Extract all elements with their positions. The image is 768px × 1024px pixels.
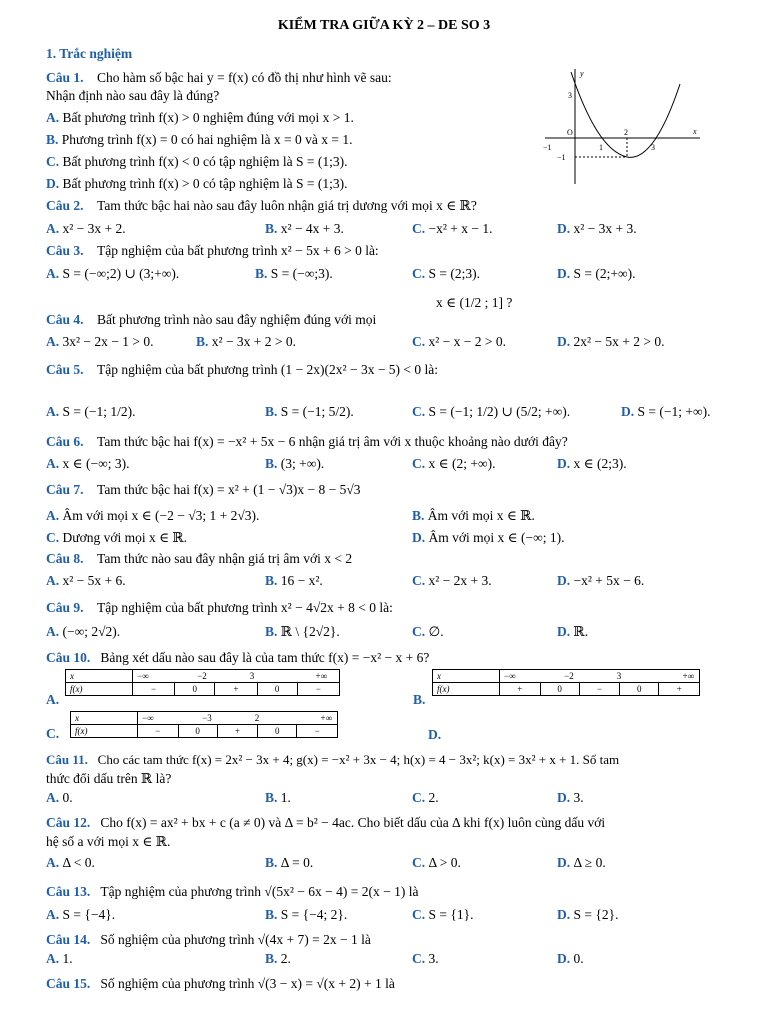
- graph-tick-x1: 1: [599, 143, 603, 152]
- q11-option-d[interactable]: D. 3.: [557, 790, 584, 805]
- sign-row-f: f(x) − 0 + 0 −: [66, 683, 340, 696]
- q9-option-c[interactable]: C. ∅.: [412, 624, 444, 639]
- q1-stem-2: Nhận định nào sau đây là đúng?: [46, 88, 220, 103]
- q1-option-a[interactable]: A. Bất phương trình f(x) > 0 nghiệm đúng với mọi x > 1.: [46, 110, 354, 125]
- q10-option-b[interactable]: B.: [413, 692, 426, 707]
- q10-stem: Câu 10. Bảng xét dấu nào sau đây là của tam thức f(x) = −x² − x + 6?: [46, 650, 430, 665]
- q4-option-d[interactable]: D. 2x² − 5x + 2 > 0.: [557, 334, 665, 349]
- q1-text: Cho hàm số bậc hai y = f(x) có đồ thị như hình vẽ sau:: [97, 70, 392, 85]
- q13-option-a[interactable]: A. S = {−4}.: [46, 907, 116, 922]
- q12-option-a[interactable]: A. Δ < 0.: [46, 855, 95, 870]
- q2-option-b[interactable]: B. x² − 4x + 3.: [265, 221, 344, 236]
- parabola-graph: [535, 64, 705, 189]
- graph-label-x: x: [693, 127, 697, 136]
- q3-option-a[interactable]: A. S = (−∞;2) ∪ (3;+∞).: [46, 266, 180, 281]
- parabola-curve-main: [571, 72, 680, 157]
- q6-option-b[interactable]: B. (3; +∞).: [265, 456, 325, 471]
- q15-stem: Câu 15. Số nghiệm của phương trình √(3 − x) = √(x + 2) + 1 là: [46, 976, 395, 991]
- q4-option-a[interactable]: A. 3x² − 2x − 1 > 0.: [46, 334, 154, 349]
- q8-option-c[interactable]: C. x² − 2x + 3.: [412, 573, 492, 588]
- q10-option-a[interactable]: A.: [46, 692, 60, 707]
- q7-option-d[interactable]: D. Âm với mọi x ∈ (−∞; 1).: [412, 530, 565, 545]
- q12-option-d[interactable]: D. Δ ≥ 0.: [557, 855, 606, 870]
- q8-option-b[interactable]: B. 16 − x².: [265, 573, 323, 588]
- q11-option-c[interactable]: C. 2.: [412, 790, 439, 805]
- q2-option-d[interactable]: D. x² − 3x + 3.: [557, 221, 637, 236]
- q1-label: Câu 1.: [46, 70, 84, 85]
- q13-option-c[interactable]: C. S = {1}.: [412, 907, 474, 922]
- q6-option-d[interactable]: D. x ∈ (2;3).: [557, 456, 627, 471]
- q12-option-b[interactable]: B. Δ = 0.: [265, 855, 314, 870]
- q11-option-a[interactable]: A. 0.: [46, 790, 73, 805]
- q5-option-b[interactable]: B. S = (−1; 5/2).: [265, 404, 354, 419]
- q13-option-d[interactable]: D. S = {2}.: [557, 907, 619, 922]
- sign-row-f: f(x) − 0 + 0 −: [71, 725, 338, 738]
- q8-option-a[interactable]: A. x² − 5x + 6.: [46, 573, 126, 588]
- q2-option-c[interactable]: C. −x² + x − 1.: [412, 221, 493, 236]
- q4-option-b[interactable]: B. x² − 3x + 2 > 0.: [196, 334, 297, 349]
- q10-option-c[interactable]: C.: [46, 726, 60, 741]
- sign-row-x: x −∞ −3 2 +∞: [71, 712, 338, 725]
- q5-option-a[interactable]: A. S = (−1; 1/2).: [46, 404, 136, 419]
- q1-option-c[interactable]: C. Bất phương trình f(x) < 0 có tập nghiệm là S = (1;3).: [46, 154, 348, 169]
- q9-stem: Câu 9. Tập nghiệm của bất phương trình x² − 4√2x + 8 < 0 là:: [46, 600, 393, 615]
- graph-tick-x3: 3: [651, 143, 655, 152]
- q14-option-d[interactable]: D. 0.: [557, 951, 584, 966]
- q12-stem-2: hệ số a với mọi x ∈ ℝ.: [46, 834, 171, 849]
- q12-stem: Câu 12. Cho f(x) = ax² + bx + c (a ≠ 0) và Δ = b² − 4ac. Cho biết dấu của Δ khi f(x) luôn cùng dấu với: [46, 815, 606, 830]
- graph-tick-y3: 3: [568, 91, 572, 100]
- q3-stem: Câu 3. Tập nghiệm của bất phương trình x² − 5x + 6 > 0 là:: [46, 243, 379, 258]
- q8-stem: Câu 8. Tam thức nào sau đây nhận giá trị âm với x < 2: [46, 551, 353, 566]
- q10-option-d[interactable]: D.: [428, 727, 442, 742]
- graph-tick-x2: 2: [624, 128, 628, 137]
- q1-option-b[interactable]: B. Phương trình f(x) = 0 có hai nghiệm là x = 0 và x = 1.: [46, 132, 353, 147]
- q3-option-d[interactable]: D. S = (2;+∞).: [557, 266, 636, 281]
- q4-condition: x ∈ (1/2 ; 1] ?: [436, 295, 513, 310]
- q8-option-d[interactable]: D. −x² + 5x − 6.: [557, 573, 645, 588]
- q14-option-c[interactable]: C. 3.: [412, 951, 439, 966]
- sign-row-f: f(x) + 0 − 0 +: [433, 683, 700, 696]
- q2-option-a[interactable]: A. x² − 3x + 2.: [46, 221, 126, 236]
- q13-stem: Câu 13. Tập nghiệm của phương trình √(5x² − 6x − 4) = 2(x − 1) là: [46, 884, 419, 899]
- q7-option-c[interactable]: C. Dương với mọi x ∈ ℝ.: [46, 530, 188, 545]
- q5-stem: Câu 5. Tập nghiệm của bất phương trình (1 − 2x)(2x² − 3x − 5) < 0 là:: [46, 362, 439, 377]
- q5-option-c[interactable]: C. S = (−1; 1/2) ∪ (5/2; +∞).: [412, 404, 571, 419]
- q6-option-c[interactable]: C. x ∈ (2; +∞).: [412, 456, 496, 471]
- q2-stem: Câu 2. Tam thức bậc hai nào sau đây luôn nhận giá trị dương với mọi x ∈ ℝ?: [46, 198, 477, 213]
- q11-option-b[interactable]: B. 1.: [265, 790, 291, 805]
- page-title: KIỂM TRA GIỮA KỲ 2 – DE SO 3: [277, 18, 491, 33]
- q9-option-d[interactable]: D. ℝ.: [557, 624, 589, 639]
- q11-stem: Câu 11. Cho các tam thức f(x) = 2x² − 3x + 4; g(x) = −x² + 3x − 4; h(x) = 4 − 3x²; k(x) = 3x² + x + 1. Số tam: [46, 752, 620, 767]
- sign-row-x: x −∞ −2 3 +∞: [66, 670, 340, 683]
- graph-label-o: O: [567, 128, 573, 137]
- sign-table-c: [70, 711, 338, 738]
- graph-tick-ym1: −1: [557, 153, 566, 162]
- q1-option-d[interactable]: D. Bất phương trình f(x) > 0 có tập nghiệm là S = (1;3).: [46, 176, 348, 191]
- q9-option-a[interactable]: A. (−∞; 2√2).: [46, 624, 121, 639]
- q14-option-b[interactable]: B. 2.: [265, 951, 291, 966]
- section-heading: 1. Trắc nghiệm: [46, 46, 133, 61]
- q7-option-a[interactable]: A. Âm với mọi x ∈ (−2 − √3; 1 + 2√3).: [46, 508, 260, 523]
- q14-stem: Câu 14. Số nghiệm của phương trình √(4x + 7) = 2x − 1 là: [46, 932, 371, 947]
- q6-option-a[interactable]: A. x ∈ (−∞; 3).: [46, 456, 130, 471]
- q7-option-b[interactable]: B. Âm với mọi x ∈ ℝ.: [412, 508, 535, 523]
- sign-table-a: [65, 669, 340, 696]
- q1-stem: [46, 70, 392, 86]
- q12-option-c[interactable]: C. Δ > 0.: [412, 855, 461, 870]
- q4-option-c[interactable]: C. x² − x − 2 > 0.: [412, 334, 507, 349]
- q14-option-a[interactable]: A. 1.: [46, 951, 73, 966]
- q4-stem: Câu 4. Bất phương trình nào sau đây nghiệm đúng với mọi: [46, 312, 377, 327]
- q11-stem-2: thức đổi dấu trên ℝ là?: [46, 771, 172, 786]
- q13-option-b[interactable]: B. S = {−4; 2}.: [265, 907, 348, 922]
- sign-table-b: [432, 669, 700, 696]
- q7-stem: Câu 7. Tam thức bậc hai f(x) = x² + (1 − √3)x − 8 − 5√3: [46, 482, 361, 497]
- q9-option-b[interactable]: B. ℝ \ {2√2}.: [265, 624, 340, 639]
- q5-option-d[interactable]: D. S = (−1; +∞).: [621, 404, 711, 419]
- q6-stem: Câu 6. Tam thức bậc hai f(x) = −x² + 5x − 6 nhận giá trị âm với x thuộc khoảng nào dưới đây?: [46, 434, 568, 449]
- graph-label-y: y: [580, 69, 584, 78]
- graph-tick-xm1: −1: [543, 143, 552, 152]
- q3-option-c[interactable]: C. S = (2;3).: [412, 266, 480, 281]
- sign-row-x: x −∞ −2 3 +∞: [433, 670, 700, 683]
- q3-option-b[interactable]: B. S = (−∞;3).: [255, 266, 333, 281]
